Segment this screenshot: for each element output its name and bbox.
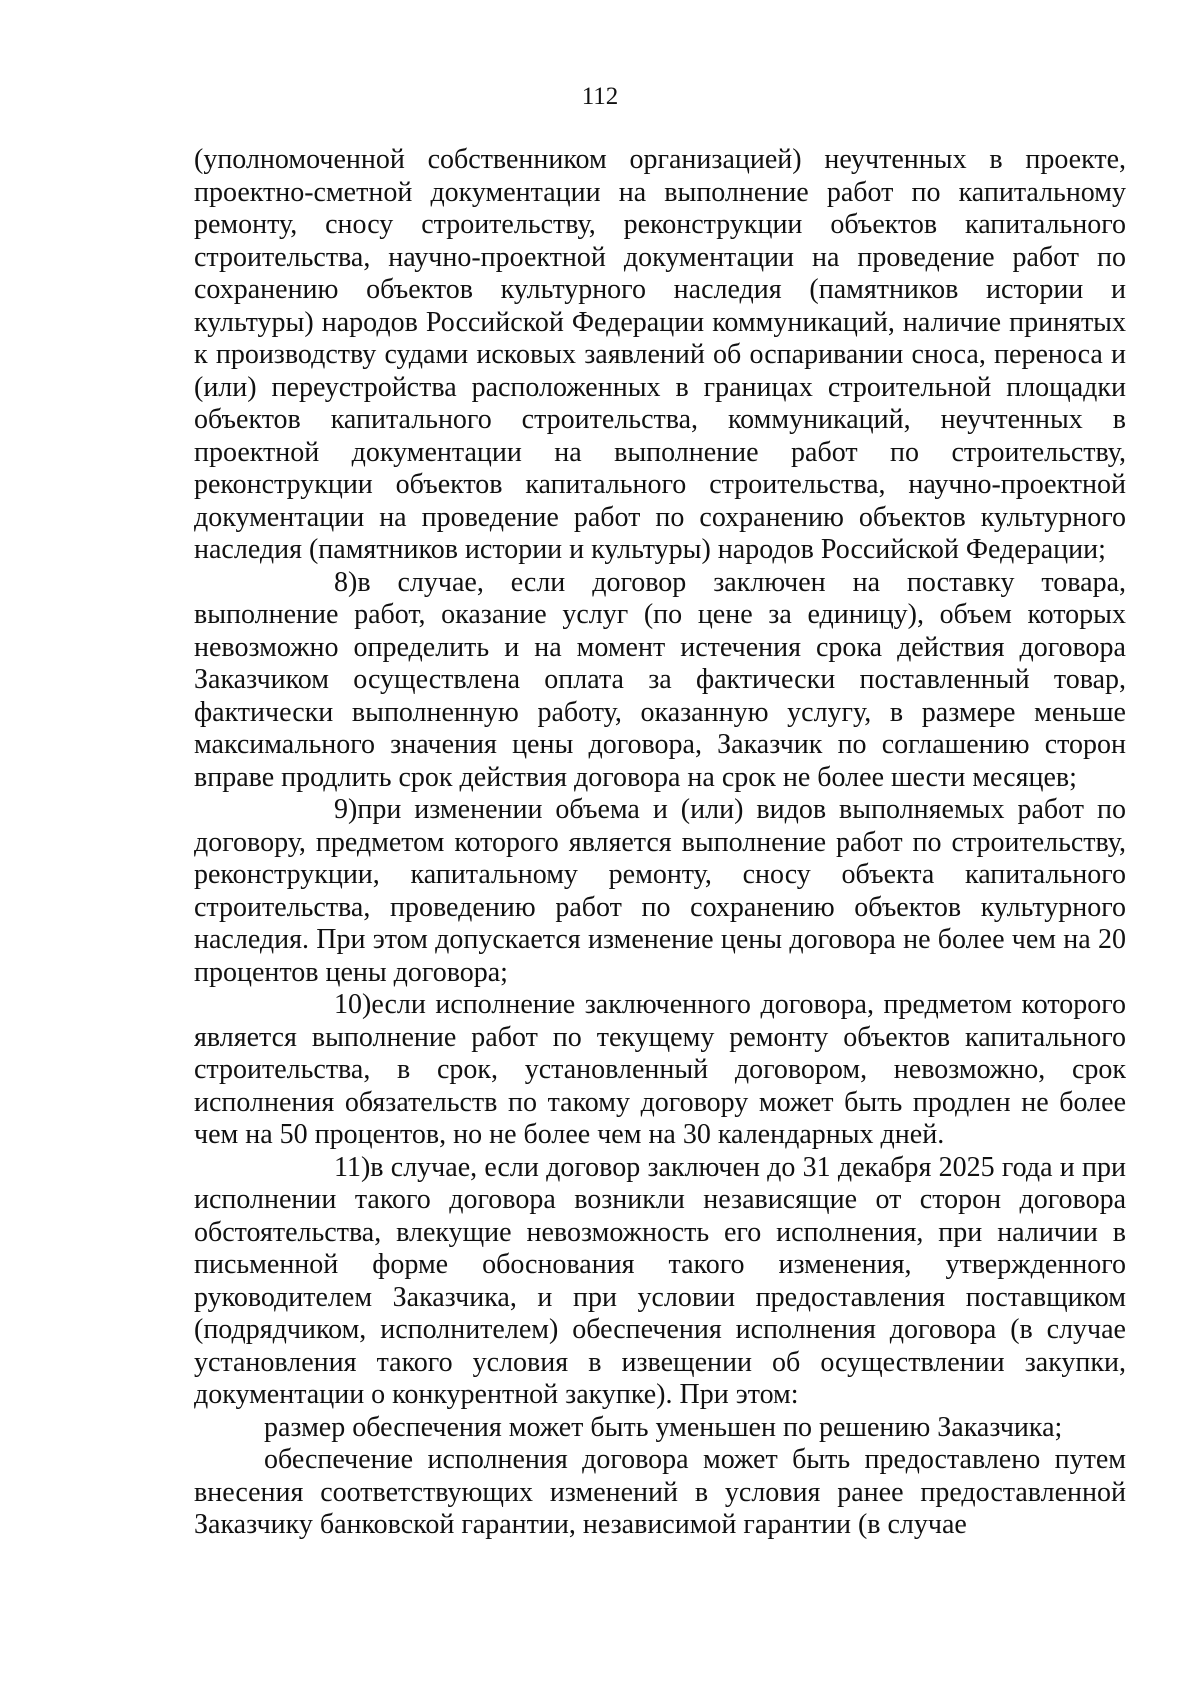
sub-paragraph-security-provision [194, 1444, 1126, 1542]
list-item-text: в случае, если договор заключен до 31 декабря 2025 года и при исполнении такого договора возникли независящие от сторон договора обстоятельства, влекущие невозможность его исполнения, при наличии в письменной форме обоснования такого изменения, утвержденного руководителем Заказчика, и при условии предоставления поставщиком (подрядчиком, исполнителем) обеспечения исполнения договора (в случае установления такого условия в извещении об осуществлении закупки, документации о конкурентной закупке). При этом: [194, 1151, 1126, 1410]
paragraph-text: (уполномоченной собственником организацией) неучтенных в проекте, проектно-сметной документации на выполнение работ по капитальному ремонту, сносу строительству, реконструкции объектов капитального строительства, научно-проектной документации на проведение работ по сохранению объектов культурного наследия (памятников истории и культуры) народов Российской Федерации коммуникаций, наличие принятых к производству судами исковых заявлений об оспаривании сноса, переноса и (или) переустройства расположенных в границах строительной площадки объектов капитального строительства, коммуникаций, неучтенных в проектной документации на выполнение работ по строительству, реконструкции объектов капитального строительства, научно-проектной документации на проведение работ по сохранению объектов культурного наследия (памятников истории и культуры) народов Российской Федерации; [194, 144, 1126, 565]
list-item-text: при изменении объема и (или) видов выполняемых работ по договору, предметом которого является выполнение работ по строительству, реконструкции, капитальному ремонту, сносу объекта капитального строительства, проведению работ по сохранению объектов культурного наследия. При этом допускается изменение цены договора не более чем на 20 процентов цены договора; [194, 794, 1126, 988]
list-item-10 [194, 989, 1126, 1152]
page-number: 112 [581, 83, 619, 110]
list-item-number: 9) [334, 794, 358, 825]
list-item-number: 10) [334, 989, 372, 1020]
paragraph-text: обеспечение исполнения договора может быть предоставлено путем внесения соответствующих изменений в условия ранее предоставленной Заказчику банковской гарантии, независимой гарантии (в случае [194, 1444, 1126, 1540]
list-item-11 [194, 1152, 1126, 1412]
list-item-number: 8) [334, 566, 358, 598]
sub-paragraph-security-size [194, 1412, 1126, 1445]
list-item-8 [194, 567, 1126, 795]
document-body [194, 144, 1126, 1542]
list-item-9 [194, 794, 1126, 989]
list-item-text: если исполнение заключенного договора, предметом которого является выполнение работ по текущему ремонту объектов капитального строительства, в срок, установленный договором, невозможно, срок исполнения обязательств по такому договору может быть продлен не более чем на 50 процентов, но не более чем на 30 календарных дней. [194, 989, 1126, 1150]
paragraph-text: размер обеспечения может быть уменьшен по решению Заказчика; [264, 1411, 1063, 1443]
list-item-text: в случае, если договор заключен на поставку товара, выполнение работ, оказание услуг (по цене за единицу), объем которых невозможно определить и на момент истечения срока действия договора Заказчиком осуществлена оплата за фактически поставленный товар, фактически выполненную работу, оказанную услугу, в размере меньше максимального значения цены договора, Заказчик по соглашению сторон вправе продлить срок действия договора на срок не более шести месяцев; [194, 566, 1126, 793]
paragraph-continuation [194, 144, 1126, 567]
list-item-number: 11) [334, 1151, 371, 1183]
